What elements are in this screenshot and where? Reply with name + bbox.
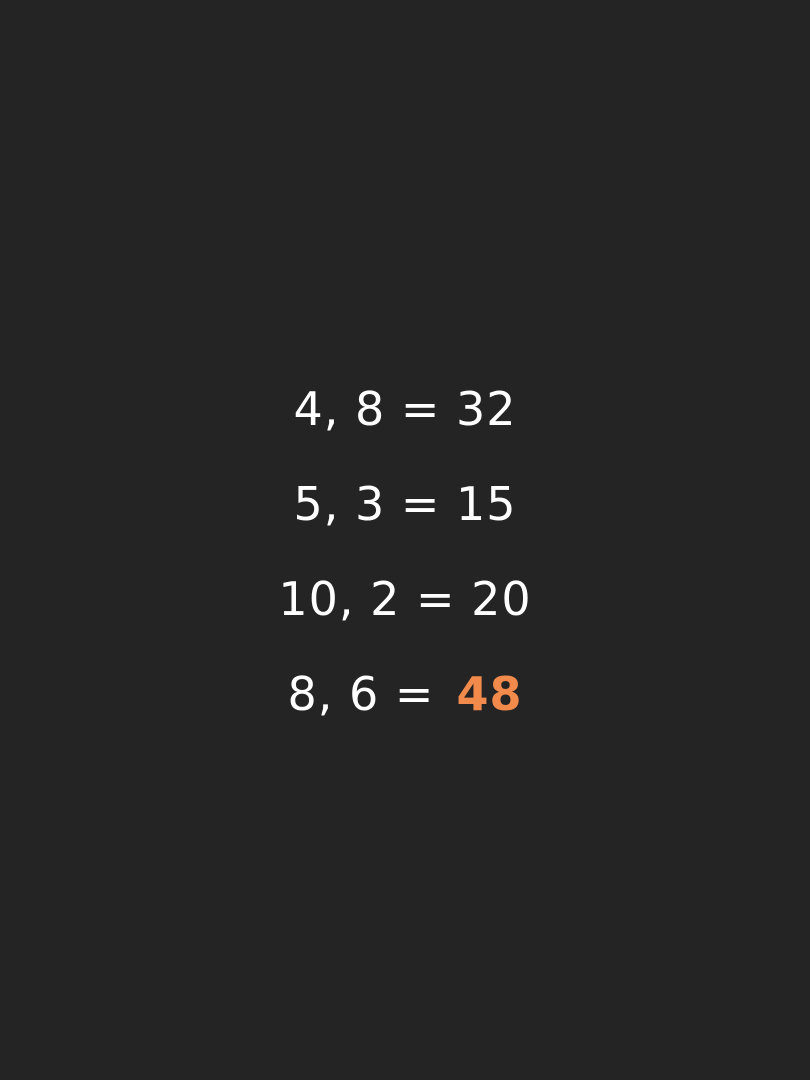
equation-text: 4, 8 = 32 bbox=[293, 381, 517, 436]
equation-text: 5, 3 = 15 bbox=[293, 476, 517, 531]
equation-row-2 bbox=[293, 456, 516, 551]
highlighted-answer: 48 bbox=[456, 666, 523, 721]
equation-row-4 bbox=[288, 646, 523, 741]
equation-row-3 bbox=[278, 551, 531, 646]
equation-text: 10, 2 = 20 bbox=[278, 571, 532, 626]
equation-list bbox=[0, 361, 810, 741]
equation-row-1 bbox=[293, 361, 516, 456]
equation-text: 8, 6 = bbox=[287, 666, 435, 721]
